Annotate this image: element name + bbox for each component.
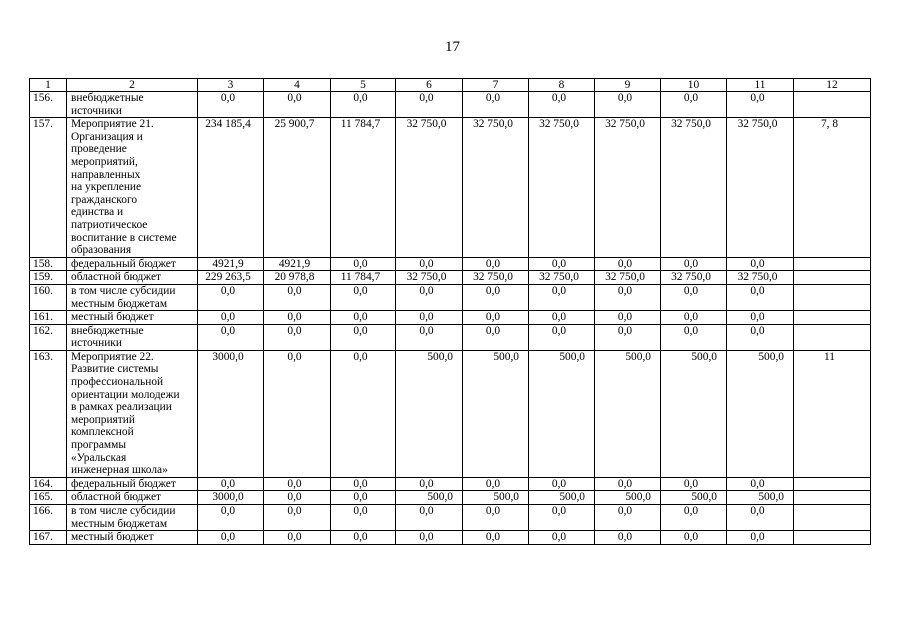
value-cell: 0,0 xyxy=(198,311,264,325)
value-cell: 0,0 xyxy=(661,92,727,118)
value-cell: 32 750,0 xyxy=(463,271,529,285)
column-header-row xyxy=(30,79,871,92)
value-cell: 0,0 xyxy=(727,505,794,531)
row-number: 156. xyxy=(30,92,67,118)
value-cell: 0,0 xyxy=(264,477,331,491)
row-number: 167. xyxy=(30,531,67,545)
row-title: внебюджетные источники xyxy=(67,324,198,350)
column-header-cell: 8 xyxy=(529,79,595,92)
value-cell: 11 784,7 xyxy=(331,118,396,258)
value-cell: 0,0 xyxy=(463,477,529,491)
value-cell: 0,0 xyxy=(727,531,794,545)
value-cell: 0,0 xyxy=(331,505,396,531)
value-cell: 0,0 xyxy=(463,531,529,545)
table-row xyxy=(30,257,871,271)
value-cell: 0,0 xyxy=(198,284,264,310)
value-cell: 0,0 xyxy=(529,505,595,531)
value-cell: 0,0 xyxy=(264,491,331,505)
value-cell: 500,0 xyxy=(727,491,794,505)
value-cell: 0,0 xyxy=(595,324,661,350)
value-cell: 0,0 xyxy=(396,311,463,325)
value-cell: 0,0 xyxy=(331,311,396,325)
value-cell: 0,0 xyxy=(661,257,727,271)
value-cell: 0,0 xyxy=(463,284,529,310)
page-number: 17 xyxy=(445,39,460,55)
value-cell: 0,0 xyxy=(331,531,396,545)
column-header-cell: 2 xyxy=(67,79,198,92)
value-cell: 500,0 xyxy=(529,491,595,505)
row-number: 166. xyxy=(30,505,67,531)
value-cell: 32 750,0 xyxy=(727,118,794,258)
value-cell: 0,0 xyxy=(529,311,595,325)
target-indicator-cell xyxy=(794,477,871,491)
value-cell: 0,0 xyxy=(198,505,264,531)
table-row xyxy=(30,477,871,491)
value-cell: 500,0 xyxy=(529,350,595,477)
value-cell: 0,0 xyxy=(727,324,794,350)
row-title: федеральный бюджет xyxy=(67,257,198,271)
value-cell: 0,0 xyxy=(331,324,396,350)
value-cell: 3000,0 xyxy=(198,491,264,505)
column-header-cell: 6 xyxy=(396,79,463,92)
value-cell: 0,0 xyxy=(661,284,727,310)
target-indicator-cell xyxy=(794,324,871,350)
row-number: 159. xyxy=(30,271,67,285)
value-cell: 0,0 xyxy=(727,257,794,271)
value-cell: 0,0 xyxy=(264,311,331,325)
row-number: 157. xyxy=(30,118,67,258)
column-header-cell: 11 xyxy=(727,79,794,92)
row-title: внебюджетные источники xyxy=(67,92,198,118)
value-cell: 0,0 xyxy=(463,311,529,325)
target-indicator-cell xyxy=(794,491,871,505)
value-cell: 0,0 xyxy=(727,477,794,491)
value-cell: 0,0 xyxy=(661,324,727,350)
target-indicator-cell xyxy=(794,505,871,531)
value-cell: 0,0 xyxy=(727,284,794,310)
value-cell: 3000,0 xyxy=(198,350,264,477)
value-cell: 0,0 xyxy=(463,505,529,531)
value-cell: 0,0 xyxy=(396,324,463,350)
row-title: в том числе субсидии местным бюджетам xyxy=(67,505,198,531)
column-header-cell: 4 xyxy=(264,79,331,92)
target-indicator-cell xyxy=(794,257,871,271)
target-indicator-cell xyxy=(794,271,871,285)
value-cell: 500,0 xyxy=(595,350,661,477)
table-row xyxy=(30,311,871,325)
value-cell: 0,0 xyxy=(661,531,727,545)
table-row xyxy=(30,324,871,350)
value-cell: 32 750,0 xyxy=(396,271,463,285)
column-header-cell: 12 xyxy=(794,79,871,92)
value-cell: 32 750,0 xyxy=(595,118,661,258)
value-cell: 0,0 xyxy=(198,531,264,545)
value-cell: 0,0 xyxy=(595,257,661,271)
value-cell: 0,0 xyxy=(331,257,396,271)
value-cell: 32 750,0 xyxy=(529,118,595,258)
target-indicator-cell xyxy=(794,531,871,545)
target-indicator-cell xyxy=(794,311,871,325)
value-cell: 229 263,5 xyxy=(198,271,264,285)
row-title: Мероприятие 21. Организация и проведение мероприятий, направленных на укрепление гражданского единства и патриотическое воспитание в системе образования xyxy=(67,118,198,258)
table-row xyxy=(30,350,871,477)
value-cell: 0,0 xyxy=(331,491,396,505)
value-cell: 0,0 xyxy=(264,324,331,350)
table-row xyxy=(30,118,871,258)
value-cell: 0,0 xyxy=(264,284,331,310)
value-cell: 0,0 xyxy=(264,350,331,477)
value-cell: 0,0 xyxy=(396,257,463,271)
value-cell: 0,0 xyxy=(331,477,396,491)
row-title: федеральный бюджет xyxy=(67,477,198,491)
value-cell: 32 750,0 xyxy=(463,118,529,258)
value-cell: 0,0 xyxy=(463,92,529,118)
value-cell: 0,0 xyxy=(396,92,463,118)
value-cell: 0,0 xyxy=(727,92,794,118)
row-number: 160. xyxy=(30,284,67,310)
value-cell: 234 185,4 xyxy=(198,118,264,258)
value-cell: 0,0 xyxy=(595,531,661,545)
value-cell: 32 750,0 xyxy=(661,118,727,258)
value-cell: 500,0 xyxy=(463,491,529,505)
table-row xyxy=(30,505,871,531)
column-header-cell: 9 xyxy=(595,79,661,92)
value-cell: 0,0 xyxy=(331,92,396,118)
value-cell: 500,0 xyxy=(661,491,727,505)
row-title: местный бюджет xyxy=(67,531,198,545)
column-header-cell: 3 xyxy=(198,79,264,92)
value-cell: 0,0 xyxy=(595,284,661,310)
value-cell: 0,0 xyxy=(529,284,595,310)
value-cell: 4921,9 xyxy=(264,257,331,271)
row-title: Мероприятие 22. Развитие системы профессиональной ориентации молодежи в рамках реализации мероприятий комплексной программы «Уральская инженерная школа» xyxy=(67,350,198,477)
value-cell: 0,0 xyxy=(661,477,727,491)
value-cell: 0,0 xyxy=(661,505,727,531)
value-cell: 500,0 xyxy=(595,491,661,505)
value-cell: 0,0 xyxy=(595,92,661,118)
budget-table xyxy=(29,78,871,545)
value-cell: 0,0 xyxy=(198,477,264,491)
value-cell: 32 750,0 xyxy=(661,271,727,285)
column-header-cell: 10 xyxy=(661,79,727,92)
value-cell: 0,0 xyxy=(529,324,595,350)
value-cell: 0,0 xyxy=(463,257,529,271)
value-cell: 0,0 xyxy=(396,505,463,531)
value-cell: 0,0 xyxy=(198,324,264,350)
value-cell: 32 750,0 xyxy=(396,118,463,258)
value-cell: 4921,9 xyxy=(198,257,264,271)
target-indicator-cell xyxy=(794,92,871,118)
value-cell: 0,0 xyxy=(264,505,331,531)
target-indicator-cell: 11 xyxy=(794,350,871,477)
value-cell: 0,0 xyxy=(529,257,595,271)
row-title: областной бюджет xyxy=(67,491,198,505)
target-indicator-cell: 7, 8 xyxy=(794,118,871,258)
value-cell: 0,0 xyxy=(595,311,661,325)
value-cell: 0,0 xyxy=(264,531,331,545)
value-cell: 0,0 xyxy=(198,92,264,118)
value-cell: 20 978,8 xyxy=(264,271,331,285)
value-cell: 500,0 xyxy=(396,350,463,477)
value-cell: 0,0 xyxy=(396,477,463,491)
value-cell: 0,0 xyxy=(595,505,661,531)
value-cell: 0,0 xyxy=(529,531,595,545)
value-cell: 32 750,0 xyxy=(595,271,661,285)
value-cell: 0,0 xyxy=(595,477,661,491)
value-cell: 0,0 xyxy=(264,92,331,118)
column-header-cell: 7 xyxy=(463,79,529,92)
value-cell: 0,0 xyxy=(463,324,529,350)
value-cell: 0,0 xyxy=(529,92,595,118)
column-header-cell: 1 xyxy=(30,79,67,92)
value-cell: 11 784,7 xyxy=(331,271,396,285)
value-cell: 500,0 xyxy=(396,491,463,505)
target-indicator-cell xyxy=(794,284,871,310)
column-header-cell: 5 xyxy=(331,79,396,92)
value-cell: 0,0 xyxy=(331,350,396,477)
row-number: 164. xyxy=(30,477,67,491)
value-cell: 0,0 xyxy=(331,284,396,310)
value-cell: 500,0 xyxy=(661,350,727,477)
row-number: 165. xyxy=(30,491,67,505)
value-cell: 500,0 xyxy=(463,350,529,477)
row-number: 161. xyxy=(30,311,67,325)
table-row xyxy=(30,284,871,310)
value-cell: 0,0 xyxy=(529,477,595,491)
value-cell: 32 750,0 xyxy=(529,271,595,285)
table-body xyxy=(30,92,871,545)
value-cell: 32 750,0 xyxy=(727,271,794,285)
row-title: местный бюджет xyxy=(67,311,198,325)
table-row xyxy=(30,92,871,118)
table-row xyxy=(30,271,871,285)
row-number: 162. xyxy=(30,324,67,350)
value-cell: 0,0 xyxy=(396,284,463,310)
table-row xyxy=(30,531,871,545)
value-cell: 25 900,7 xyxy=(264,118,331,258)
value-cell: 500,0 xyxy=(727,350,794,477)
table-row xyxy=(30,491,871,505)
row-title: в том числе субсидии местным бюджетам xyxy=(67,284,198,310)
value-cell: 0,0 xyxy=(661,311,727,325)
value-cell: 0,0 xyxy=(727,311,794,325)
row-number: 163. xyxy=(30,350,67,477)
row-title: областной бюджет xyxy=(67,271,198,285)
row-number: 158. xyxy=(30,257,67,271)
value-cell: 0,0 xyxy=(396,531,463,545)
